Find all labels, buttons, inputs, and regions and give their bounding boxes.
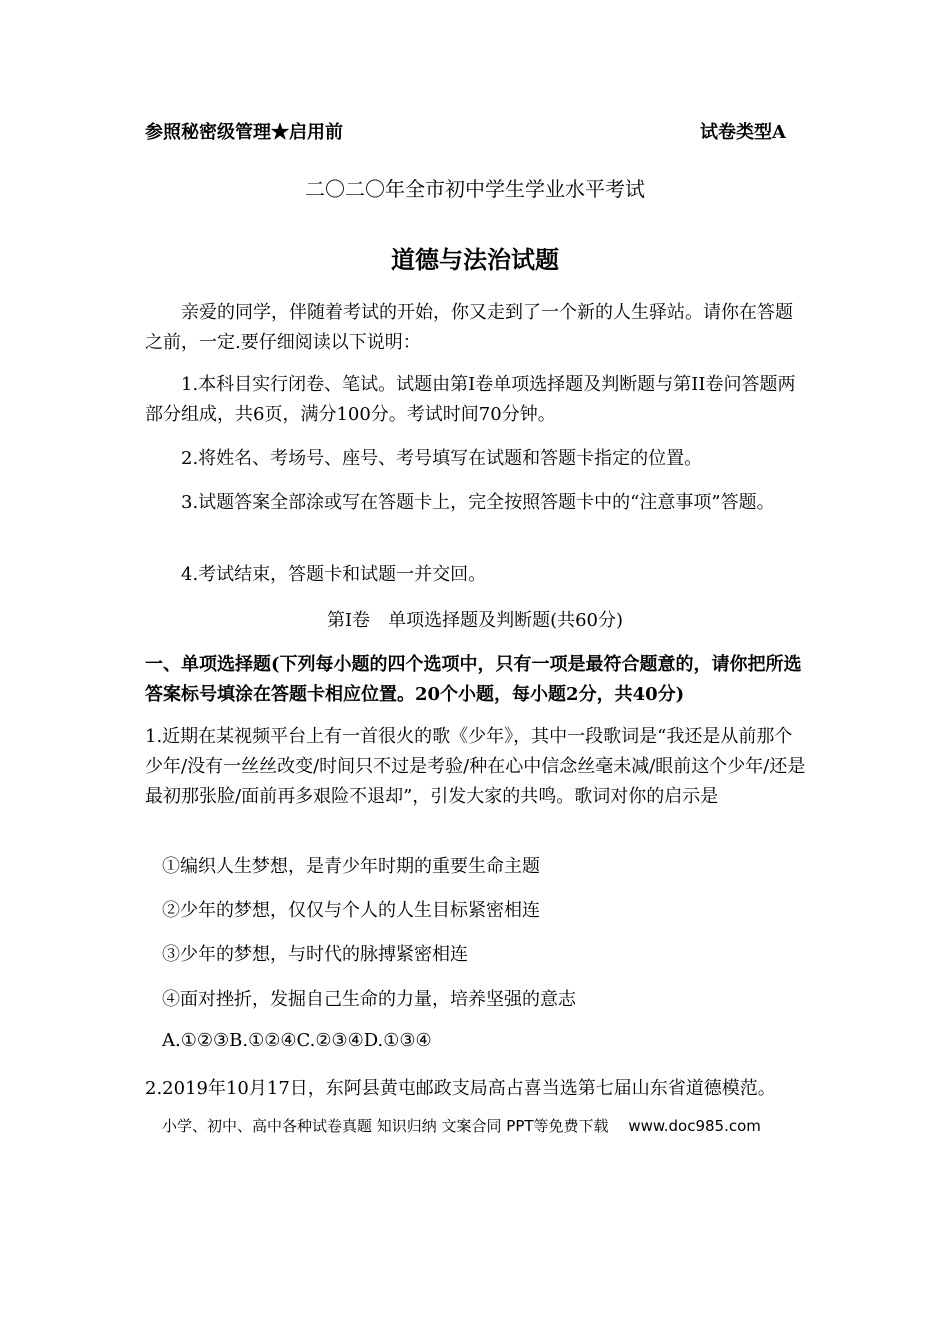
section1-heading: 一、单项选择题(下列每小题的四个选项中，只有一项是最符合题意的，请你把所选答案标号填涂在答题卡相应位置。20个小题，每小题2分，共40分) — [145, 654, 802, 705]
subject-title: 道德与法治试题 — [391, 245, 559, 274]
intro-paragraph: 亲爱的同学，伴随着考试的开始，你又走到了一个新的人生驿站。请你在答题之前，一定.要仔细阅读以下说明： — [145, 302, 793, 353]
exam-title: 二〇二〇年全市初中学生学业水平考试 — [305, 177, 645, 201]
question-2-stem: 2.2019年10月17日，东阿县黄屯邮政支局高占喜当选第七届山东省道德模范。 — [145, 1078, 776, 1099]
instruction-1: 1.本科目实行闭卷、笔试。试题由第Ⅰ卷单项选择题及判断题与第II卷问答题两部分组成，共6页，满分100分。考试时间70分钟。 — [145, 374, 796, 425]
secrecy-label: 参照秘密级管理★启用前 — [145, 122, 343, 143]
question-1-item-3: ③少年的梦想，与时代的脉搏紧密相连 — [162, 944, 468, 965]
question-1-options: A.①②③B.①②④C.②③④D.①③④ — [162, 1030, 432, 1051]
question-1-item-2: ②少年的梦想，仅仅与个人的人生目标紧密相连 — [162, 900, 540, 921]
paper-type-label: 试卷类型A — [700, 122, 786, 143]
instruction-4: 4.考试结束，答题卡和试题一并交回。 — [181, 564, 487, 585]
question-1-item-1: ①编织人生梦想，是青少年时期的重要生命主题 — [162, 856, 540, 877]
page-footer: 小学、初中、高中各种试卷真题 知识归纳 文案合同 PPT等免费下载 www.doc985.com — [162, 1117, 761, 1135]
part1-title: 第Ⅰ卷 单项选择题及判断题(共60分) — [326, 610, 624, 631]
question-1-item-4: ④面对挫折，发掘自己生命的力量，培养坚强的意志 — [162, 989, 576, 1010]
instruction-2: 2.将姓名、考场号、座号、考号填写在试题和答题卡指定的位置。 — [181, 448, 703, 469]
instruction-3: 3.试题答案全部涂或写在答题卡上，完全按照答题卡中的“注意事项”答题。 — [181, 492, 775, 513]
question-1-stem: 1.近期在某视频平台上有一首很火的歌《少年》，其中一段歌词是“我还是从前那个少年/没有一丝丝改变/时间只不过是考验/种在心中信念丝毫未减/眼前这个少年/还是最初那张脸/面前再多艰险不退却”，引发大家的共鸣。歌词对你的启示是 — [145, 726, 806, 807]
